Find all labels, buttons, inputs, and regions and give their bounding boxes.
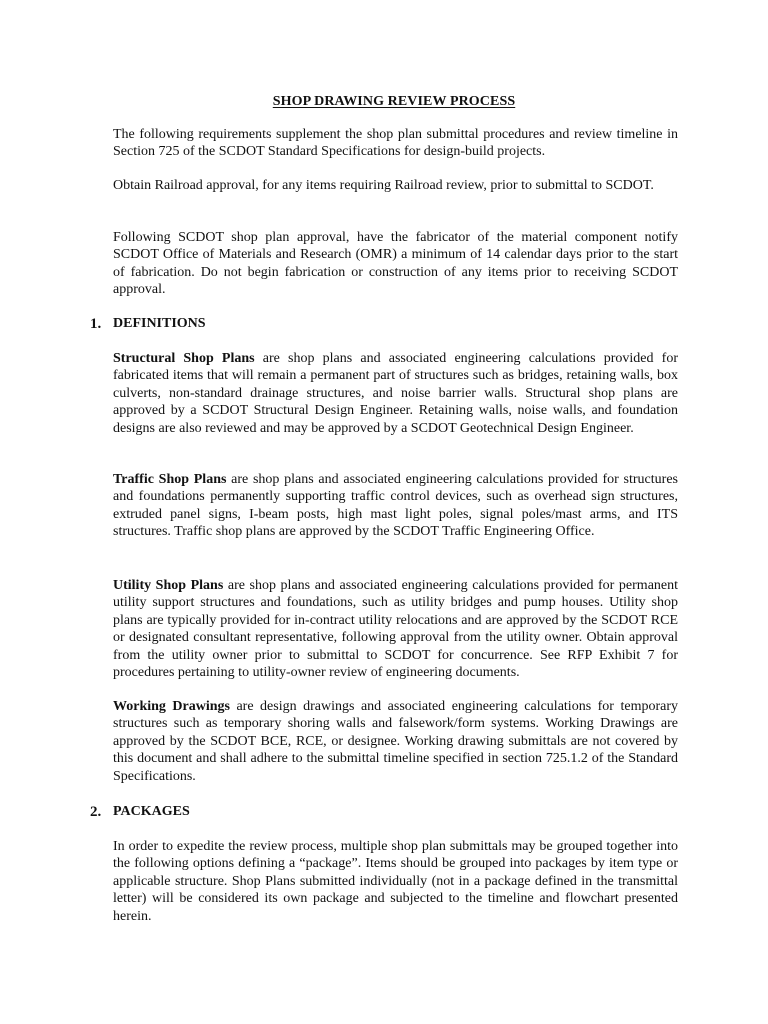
- section-2-heading: PACKAGES: [113, 804, 190, 819]
- section-2-number: 2.: [90, 804, 102, 820]
- definition-term: Structural Shop Plans: [113, 351, 255, 366]
- definition-term: Utility Shop Plans: [113, 578, 224, 593]
- section-1-heading: DEFINITIONS: [113, 316, 206, 331]
- definition-text: are shop plans and associated engineering calculations provided for fabricated items that will remain a permanent part of structures such as bridges, retaining walls, box culverts, non-standard drainage structures, and noise barrier walls. Structural shop plans are approved by a SCDOT Structural Design Engineer. Retaining walls, noise walls, and foundation designs are also reviewed and may be approved by a SCDOT Geotechnical Design Engineer.: [113, 351, 678, 436]
- definition-working-drawings: [113, 698, 678, 785]
- packages-paragraph: In order to expedite the review process, multiple shop plan submittals may be grouped together into the following options defining a “package”. Items should be grouped into packages by item type or applicable structure. Shop Plans submitted individually (not in a package defined in the transmittal letter) will be considered its own package and subjected to the timeline and flowchart presented herein.: [113, 839, 678, 924]
- intro-paragraph-2: Obtain Railroad approval, for any items requiring Railroad review, prior to submittal to SCDOT.: [113, 178, 654, 193]
- document-title: SHOP DRAWING REVIEW PROCESS: [272, 94, 516, 109]
- definition-traffic: [113, 471, 678, 541]
- intro-paragraph-3: Following SCDOT shop plan approval, have the fabricator of the material component notify SCDOT Office of Materials and Research (OMR) a minimum of 14 calendar days prior to the start of fabrication. Do not begin fabrication or construction of any items prior to receiving SCDOT approval.: [113, 230, 678, 298]
- definition-structural: [113, 350, 678, 437]
- definition-text: are design drawings and associated engineering calculations for temporary structures such as temporary shoring walls and falsework/form systems. Working Drawings are approved by the SCDOT BCE, RCE, or designee. Working drawing submittals are not covered by this document and shall adhere to the submittal timeline specified in section 725.1.2 of the Standard Specifications.: [113, 699, 678, 784]
- definition-term: Traffic Shop Plans: [113, 472, 227, 487]
- intro-paragraph-1: The following requirements supplement the shop plan submittal procedures and review timeline in Section 725 of the SCDOT Standard Specifications for design-build projects.: [113, 127, 678, 160]
- definition-utility: [113, 577, 678, 681]
- definition-term: Working Drawings: [113, 699, 230, 714]
- definition-text: are shop plans and associated engineering calculations provided for permanent utility support structures and foundations, such as utility bridges and pump houses. Utility shop plans are typically provided for in-contract utility relocations and are approved by the SCDOT RCE or designated consultant representative, following approval from the utility owner. Obtain approval from the utility owner prior to submittal to SCDOT for concurrence. See RFP Exhibit 7 for procedures pertaining to utility-owner review of engineering documents.: [113, 578, 679, 681]
- definition-text: are shop plans and associated engineering calculations provided for structures and foundations permanently supporting traffic control devices, such as overhead sign structures, extruded panel signs, I-beam posts, high mast light poles, signal poles/mast arms, and ITS structures. Traffic shop plans are approved by the SCDOT Traffic Engineering Office.: [113, 472, 678, 540]
- section-1-number: 1.: [90, 316, 102, 332]
